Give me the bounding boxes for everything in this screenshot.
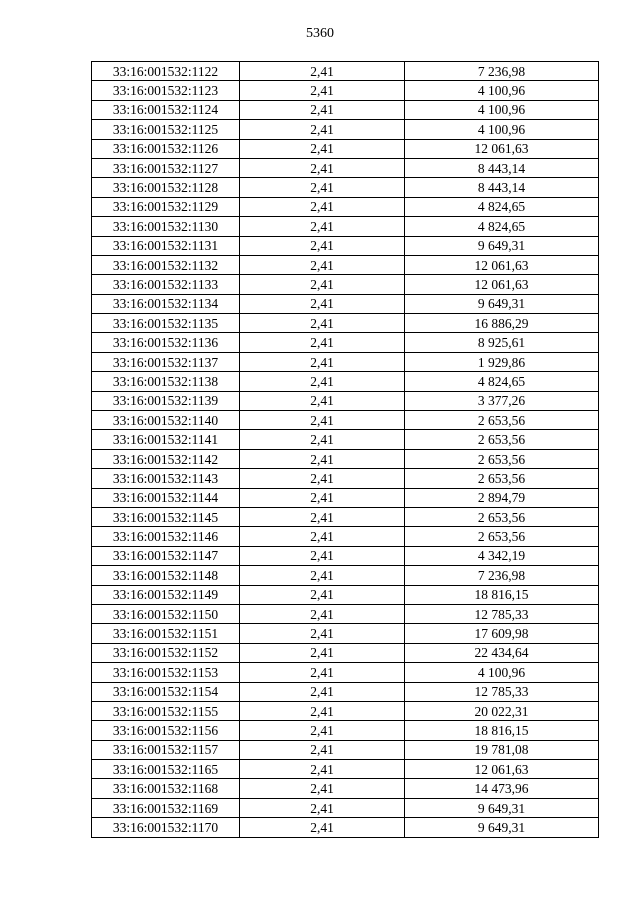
cadastral-number-cell: 33:16:001532:1152 [92, 643, 240, 662]
value-cell: 2,41 [240, 217, 405, 236]
cadastral-number-cell: 33:16:001532:1134 [92, 294, 240, 313]
amount-cell: 4 100,96 [405, 81, 599, 100]
table-row [92, 352, 599, 371]
value-cell: 2,41 [240, 158, 405, 177]
cadastral-number-cell: 33:16:001532:1150 [92, 604, 240, 623]
table-row [92, 294, 599, 313]
value-cell: 2,41 [240, 624, 405, 643]
cadastral-number-cell: 33:16:001532:1157 [92, 740, 240, 759]
value-cell: 2,41 [240, 760, 405, 779]
table-row [92, 197, 599, 216]
cadastral-number-cell: 33:16:001532:1136 [92, 333, 240, 352]
table-row [92, 624, 599, 643]
value-cell: 2,41 [240, 333, 405, 352]
table-row [92, 81, 599, 100]
amount-cell: 12 785,33 [405, 604, 599, 623]
amount-cell: 8 925,61 [405, 333, 599, 352]
value-cell: 2,41 [240, 197, 405, 216]
table-row [92, 120, 599, 139]
table-row [92, 217, 599, 236]
table-row [92, 314, 599, 333]
amount-cell: 12 061,63 [405, 760, 599, 779]
table-row [92, 449, 599, 468]
cadastral-number-cell: 33:16:001532:1123 [92, 81, 240, 100]
value-cell: 2,41 [240, 314, 405, 333]
cadastral-number-cell: 33:16:001532:1153 [92, 663, 240, 682]
amount-cell: 2 894,79 [405, 488, 599, 507]
cadastral-number-cell: 33:16:001532:1132 [92, 255, 240, 274]
value-cell: 2,41 [240, 120, 405, 139]
table-row [92, 411, 599, 430]
table-row [92, 546, 599, 565]
cadastral-number-cell: 33:16:001532:1170 [92, 818, 240, 837]
value-cell: 2,41 [240, 507, 405, 526]
cadastral-number-cell: 33:16:001532:1141 [92, 430, 240, 449]
table-row [92, 158, 599, 177]
cadastral-number-cell: 33:16:001532:1156 [92, 721, 240, 740]
table-row [92, 527, 599, 546]
amount-cell: 2 653,56 [405, 411, 599, 430]
cadastral-number-cell: 33:16:001532:1165 [92, 760, 240, 779]
table-row [92, 760, 599, 779]
amount-cell: 2 653,56 [405, 527, 599, 546]
cadastral-number-cell: 33:16:001532:1143 [92, 469, 240, 488]
cadastral-number-cell: 33:16:001532:1128 [92, 178, 240, 197]
value-cell: 2,41 [240, 372, 405, 391]
cadastral-number-cell: 33:16:001532:1169 [92, 798, 240, 817]
amount-cell: 12 061,63 [405, 275, 599, 294]
amount-cell: 7 236,98 [405, 566, 599, 585]
table-row [92, 430, 599, 449]
value-cell: 2,41 [240, 81, 405, 100]
table-row [92, 507, 599, 526]
amount-cell: 2 653,56 [405, 430, 599, 449]
table-row [92, 275, 599, 294]
amount-cell: 19 781,08 [405, 740, 599, 759]
amount-cell: 4 824,65 [405, 217, 599, 236]
amount-cell: 17 609,98 [405, 624, 599, 643]
amount-cell: 3 377,26 [405, 391, 599, 410]
table-row [92, 178, 599, 197]
amount-cell: 8 443,14 [405, 178, 599, 197]
cadastral-number-cell: 33:16:001532:1144 [92, 488, 240, 507]
amount-cell: 4 100,96 [405, 663, 599, 682]
table-row [92, 566, 599, 585]
value-cell: 2,41 [240, 566, 405, 585]
value-cell: 2,41 [240, 62, 405, 81]
value-cell: 2,41 [240, 701, 405, 720]
table-row [92, 255, 599, 274]
value-cell: 2,41 [240, 779, 405, 798]
cadastral-number-cell: 33:16:001532:1126 [92, 139, 240, 158]
cadastral-number-cell: 33:16:001532:1151 [92, 624, 240, 643]
value-cell: 2,41 [240, 100, 405, 119]
cadastral-number-cell: 33:16:001532:1138 [92, 372, 240, 391]
amount-cell: 4 824,65 [405, 372, 599, 391]
table-row [92, 488, 599, 507]
value-cell: 2,41 [240, 818, 405, 837]
cadastral-number-cell: 33:16:001532:1137 [92, 352, 240, 371]
amount-cell: 16 886,29 [405, 314, 599, 333]
data-table [91, 61, 599, 838]
amount-cell: 12 061,63 [405, 255, 599, 274]
value-cell: 2,41 [240, 604, 405, 623]
cadastral-number-cell: 33:16:001532:1131 [92, 236, 240, 255]
cadastral-number-cell: 33:16:001532:1130 [92, 217, 240, 236]
cadastral-number-cell: 33:16:001532:1155 [92, 701, 240, 720]
cadastral-number-cell: 33:16:001532:1149 [92, 585, 240, 604]
cadastral-number-cell: 33:16:001532:1146 [92, 527, 240, 546]
cadastral-number-cell: 33:16:001532:1139 [92, 391, 240, 410]
amount-cell: 4 100,96 [405, 120, 599, 139]
value-cell: 2,41 [240, 682, 405, 701]
value-cell: 2,41 [240, 721, 405, 740]
table-row [92, 391, 599, 410]
amount-cell: 9 649,31 [405, 236, 599, 255]
amount-cell: 2 653,56 [405, 507, 599, 526]
amount-cell: 9 649,31 [405, 294, 599, 313]
value-cell: 2,41 [240, 275, 405, 294]
value-cell: 2,41 [240, 352, 405, 371]
cadastral-number-cell: 33:16:001532:1140 [92, 411, 240, 430]
amount-cell: 7 236,98 [405, 62, 599, 81]
amount-cell: 12 785,33 [405, 682, 599, 701]
table-row [92, 701, 599, 720]
table-row [92, 643, 599, 662]
cadastral-number-cell: 33:16:001532:1154 [92, 682, 240, 701]
table-row [92, 372, 599, 391]
value-cell: 2,41 [240, 449, 405, 468]
table-row [92, 721, 599, 740]
page-number: 5360 [306, 26, 334, 41]
table-row [92, 333, 599, 352]
value-cell: 2,41 [240, 740, 405, 759]
value-cell: 2,41 [240, 585, 405, 604]
table-row [92, 62, 599, 81]
value-cell: 2,41 [240, 488, 405, 507]
cadastral-number-cell: 33:16:001532:1133 [92, 275, 240, 294]
table-row [92, 139, 599, 158]
cadastral-number-cell: 33:16:001532:1168 [92, 779, 240, 798]
amount-cell: 9 649,31 [405, 798, 599, 817]
table-row [92, 682, 599, 701]
table-row [92, 469, 599, 488]
table-row [92, 818, 599, 837]
table-row [92, 740, 599, 759]
amount-cell: 18 816,15 [405, 585, 599, 604]
cadastral-number-cell: 33:16:001532:1129 [92, 197, 240, 216]
cadastral-number-cell: 33:16:001532:1148 [92, 566, 240, 585]
amount-cell: 8 443,14 [405, 158, 599, 177]
cadastral-number-cell: 33:16:001532:1127 [92, 158, 240, 177]
table-row [92, 585, 599, 604]
amount-cell: 4 342,19 [405, 546, 599, 565]
cadastral-number-cell: 33:16:001532:1122 [92, 62, 240, 81]
amount-cell: 14 473,96 [405, 779, 599, 798]
amount-cell: 4 100,96 [405, 100, 599, 119]
value-cell: 2,41 [240, 546, 405, 565]
cadastral-number-cell: 33:16:001532:1125 [92, 120, 240, 139]
table-row [92, 779, 599, 798]
cadastral-number-cell: 33:16:001532:1124 [92, 100, 240, 119]
value-cell: 2,41 [240, 178, 405, 197]
amount-cell: 18 816,15 [405, 721, 599, 740]
value-cell: 2,41 [240, 663, 405, 682]
amount-cell: 9 649,31 [405, 818, 599, 837]
value-cell: 2,41 [240, 430, 405, 449]
table-row [92, 604, 599, 623]
amount-cell: 1 929,86 [405, 352, 599, 371]
amount-cell: 4 824,65 [405, 197, 599, 216]
value-cell: 2,41 [240, 294, 405, 313]
cadastral-number-cell: 33:16:001532:1135 [92, 314, 240, 333]
cadastral-number-cell: 33:16:001532:1142 [92, 449, 240, 468]
amount-cell: 22 434,64 [405, 643, 599, 662]
value-cell: 2,41 [240, 255, 405, 274]
value-cell: 2,41 [240, 411, 405, 430]
value-cell: 2,41 [240, 643, 405, 662]
value-cell: 2,41 [240, 139, 405, 158]
table-body [92, 62, 599, 838]
value-cell: 2,41 [240, 236, 405, 255]
table-row [92, 663, 599, 682]
amount-cell: 2 653,56 [405, 469, 599, 488]
value-cell: 2,41 [240, 798, 405, 817]
table-row [92, 236, 599, 255]
cadastral-number-cell: 33:16:001532:1147 [92, 546, 240, 565]
value-cell: 2,41 [240, 469, 405, 488]
amount-cell: 12 061,63 [405, 139, 599, 158]
table-row [92, 798, 599, 817]
table-row [92, 100, 599, 119]
amount-cell: 20 022,31 [405, 701, 599, 720]
value-cell: 2,41 [240, 391, 405, 410]
amount-cell: 2 653,56 [405, 449, 599, 468]
cadastral-number-cell: 33:16:001532:1145 [92, 507, 240, 526]
value-cell: 2,41 [240, 527, 405, 546]
